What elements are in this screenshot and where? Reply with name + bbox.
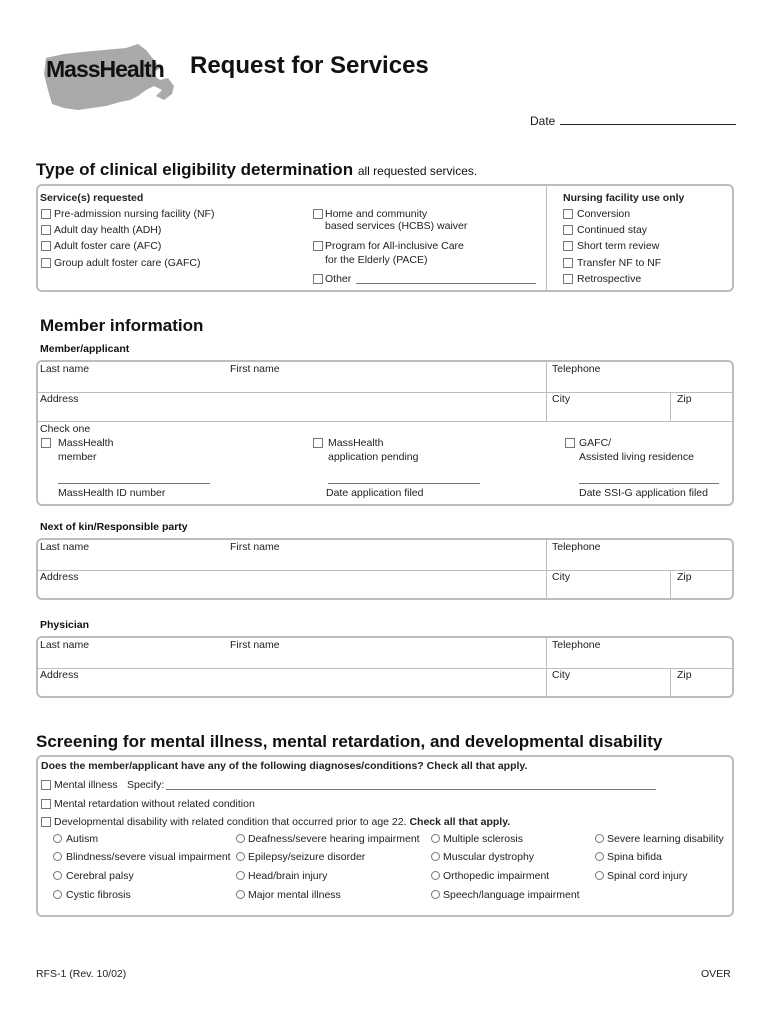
physician-zip[interactable]: Zip	[677, 669, 692, 681]
date-filed-field[interactable]	[328, 483, 480, 484]
physician-last-name[interactable]: Last name	[40, 639, 90, 651]
ssi-date-field[interactable]	[579, 483, 719, 484]
date-label: Date	[530, 114, 556, 128]
screening-title: Screening for mental illness, mental retardation, and developmental disability	[36, 732, 663, 751]
nf-label: Conversion	[577, 208, 631, 220]
member-city[interactable]: City	[552, 393, 571, 405]
nf-label: Short term review	[577, 240, 660, 252]
services-heading: Service(s) requested	[40, 192, 144, 204]
checkbox-nf[interactable]	[41, 209, 51, 219]
masshealth-id-label: MassHealth ID number	[58, 487, 166, 499]
form-title: Request for Services	[190, 52, 429, 79]
service-label: Pre-admission nursing facility (NF)	[54, 208, 215, 220]
condition-label: Spinal cord injury	[607, 870, 688, 882]
service-label: Home and community	[325, 208, 428, 220]
kin-telephone[interactable]: Telephone	[552, 541, 601, 553]
specify-label: Specify:	[127, 779, 165, 791]
service-label: for the Elderly (PACE)	[325, 254, 428, 266]
radio-condition[interactable]	[53, 890, 62, 899]
checkbox-developmental-disability[interactable]	[41, 817, 51, 827]
option-label: MassHealth	[58, 437, 114, 449]
checkbox-masshealth-member[interactable]	[41, 438, 51, 448]
nf-label: Retrospective	[577, 273, 642, 285]
radio-condition[interactable]	[53, 834, 62, 843]
condition-label: Cystic fibrosis	[66, 889, 131, 901]
radio-condition[interactable]	[595, 852, 604, 861]
nf-label: Transfer NF to NF	[577, 257, 662, 269]
condition-label: Orthopedic impairment	[443, 870, 550, 882]
condition-label: Autism	[66, 833, 99, 845]
radio-condition[interactable]	[595, 871, 604, 880]
kin-last-name[interactable]: Last name	[40, 541, 90, 553]
service-label: Program for All-inclusive Care	[325, 240, 464, 252]
checkbox-mental-illness[interactable]	[41, 780, 51, 790]
service-label: Other	[325, 273, 352, 285]
kin-address[interactable]: Address	[40, 571, 79, 583]
checkbox-application-pending[interactable]	[313, 438, 323, 448]
physician-address[interactable]: Address	[40, 669, 79, 681]
radio-condition[interactable]	[236, 834, 245, 843]
checkbox-continued-stay[interactable]	[563, 225, 573, 235]
member-box	[36, 360, 734, 506]
checkbox-retrospective[interactable]	[563, 274, 573, 284]
checkbox-short-term[interactable]	[563, 241, 573, 251]
service-label: based services (HCBS) waiver	[325, 220, 468, 232]
condition-label: Severe learning disability	[607, 833, 724, 845]
member-address[interactable]: Address	[40, 393, 79, 405]
condition-label: Spina bifida	[607, 851, 662, 863]
dd-label: Developmental disability with related condition that occurred prior to age 22. Check all that apply.	[54, 816, 511, 828]
option-label: member	[58, 451, 97, 463]
member-zip[interactable]: Zip	[677, 393, 692, 405]
section-eligibility-title: Type of clinical eligibility determination all requested services.	[36, 160, 478, 179]
radio-condition[interactable]	[431, 890, 440, 899]
form-id: RFS-1 (Rev. 10/02)	[36, 968, 127, 980]
over-label: OVER	[701, 968, 731, 980]
option-label: application pending	[328, 451, 419, 463]
nf-label: Continued stay	[577, 224, 648, 236]
nf-heading: Nursing facility use only	[563, 192, 685, 204]
radio-condition[interactable]	[431, 834, 440, 843]
checkbox-transfer[interactable]	[563, 258, 573, 268]
option-label: MassHealth	[328, 437, 384, 449]
physician-telephone[interactable]: Telephone	[552, 639, 601, 651]
physician-first-name[interactable]: First name	[230, 639, 280, 651]
kin-city[interactable]: City	[552, 571, 571, 583]
physician-city[interactable]: City	[552, 669, 571, 681]
checkbox-mental-retardation[interactable]	[41, 799, 51, 809]
kin-box	[36, 538, 734, 600]
member-last-name[interactable]: Last name	[40, 363, 90, 375]
member-info-title: Member information	[40, 316, 204, 335]
radio-condition[interactable]	[53, 871, 62, 880]
masshealth-id-field[interactable]	[58, 483, 210, 484]
option-label: GAFC/	[579, 437, 612, 449]
date-field[interactable]	[560, 124, 736, 125]
condition-label: Major mental illness	[248, 889, 341, 901]
radio-condition[interactable]	[236, 890, 245, 899]
mr-label: Mental retardation without related condition	[54, 798, 255, 810]
member-first-name[interactable]: First name	[230, 363, 280, 375]
screening-question: Does the member/applicant have any of the following diagnoses/conditions? Check all that apply.	[41, 760, 528, 772]
condition-label: Blindness/severe visual impairment	[66, 851, 231, 863]
service-label: Adult day health (ADH)	[54, 224, 162, 236]
checkbox-gafc[interactable]	[41, 258, 51, 268]
specify-field[interactable]	[166, 789, 656, 790]
condition-label: Deafness/severe hearing impairment	[248, 833, 420, 845]
condition-label: Head/brain injury	[248, 870, 328, 882]
checkbox-adh[interactable]	[41, 225, 51, 235]
member-subhead: Member/applicant	[40, 343, 130, 355]
masshealth-logo: MassHealth	[46, 56, 164, 82]
radio-condition[interactable]	[431, 871, 440, 880]
service-label: Group adult foster care (GAFC)	[54, 257, 201, 269]
kin-subhead: Next of kin/Responsible party	[40, 521, 188, 533]
physician-subhead: Physician	[40, 619, 90, 631]
ssi-date-label: Date SSI-G application filed	[579, 487, 708, 499]
service-label: Adult foster care (AFC)	[54, 240, 162, 252]
check-one-label: Check one	[40, 423, 91, 435]
kin-zip[interactable]: Zip	[677, 571, 692, 583]
physician-box	[36, 636, 734, 698]
radio-condition[interactable]	[595, 834, 604, 843]
mental-illness-label: Mental illness	[54, 779, 118, 791]
option-label: Assisted living residence	[579, 451, 694, 463]
condition-label: Epilepsy/seizure disorder	[248, 851, 366, 863]
other-field[interactable]	[356, 283, 536, 284]
member-telephone[interactable]: Telephone	[552, 363, 601, 375]
date-filed-label: Date application filed	[326, 487, 424, 499]
kin-first-name[interactable]: First name	[230, 541, 280, 553]
condition-label: Cerebral palsy	[66, 870, 134, 882]
checkbox-gafc-alr[interactable]	[565, 438, 575, 448]
condition-label: Multiple sclerosis	[443, 833, 523, 845]
condition-label: Muscular dystrophy	[443, 851, 535, 863]
radio-condition[interactable]	[431, 852, 440, 861]
radio-condition[interactable]	[236, 852, 245, 861]
condition-label: Speech/language impairment	[443, 889, 580, 901]
checkbox-conversion[interactable]	[563, 209, 573, 219]
checkbox-pace[interactable]	[313, 241, 323, 251]
checkbox-afc[interactable]	[41, 241, 51, 251]
radio-condition[interactable]	[236, 871, 245, 880]
checkbox-hcbs[interactable]	[313, 209, 323, 219]
radio-condition[interactable]	[53, 852, 62, 861]
checkbox-other[interactable]	[313, 274, 323, 284]
